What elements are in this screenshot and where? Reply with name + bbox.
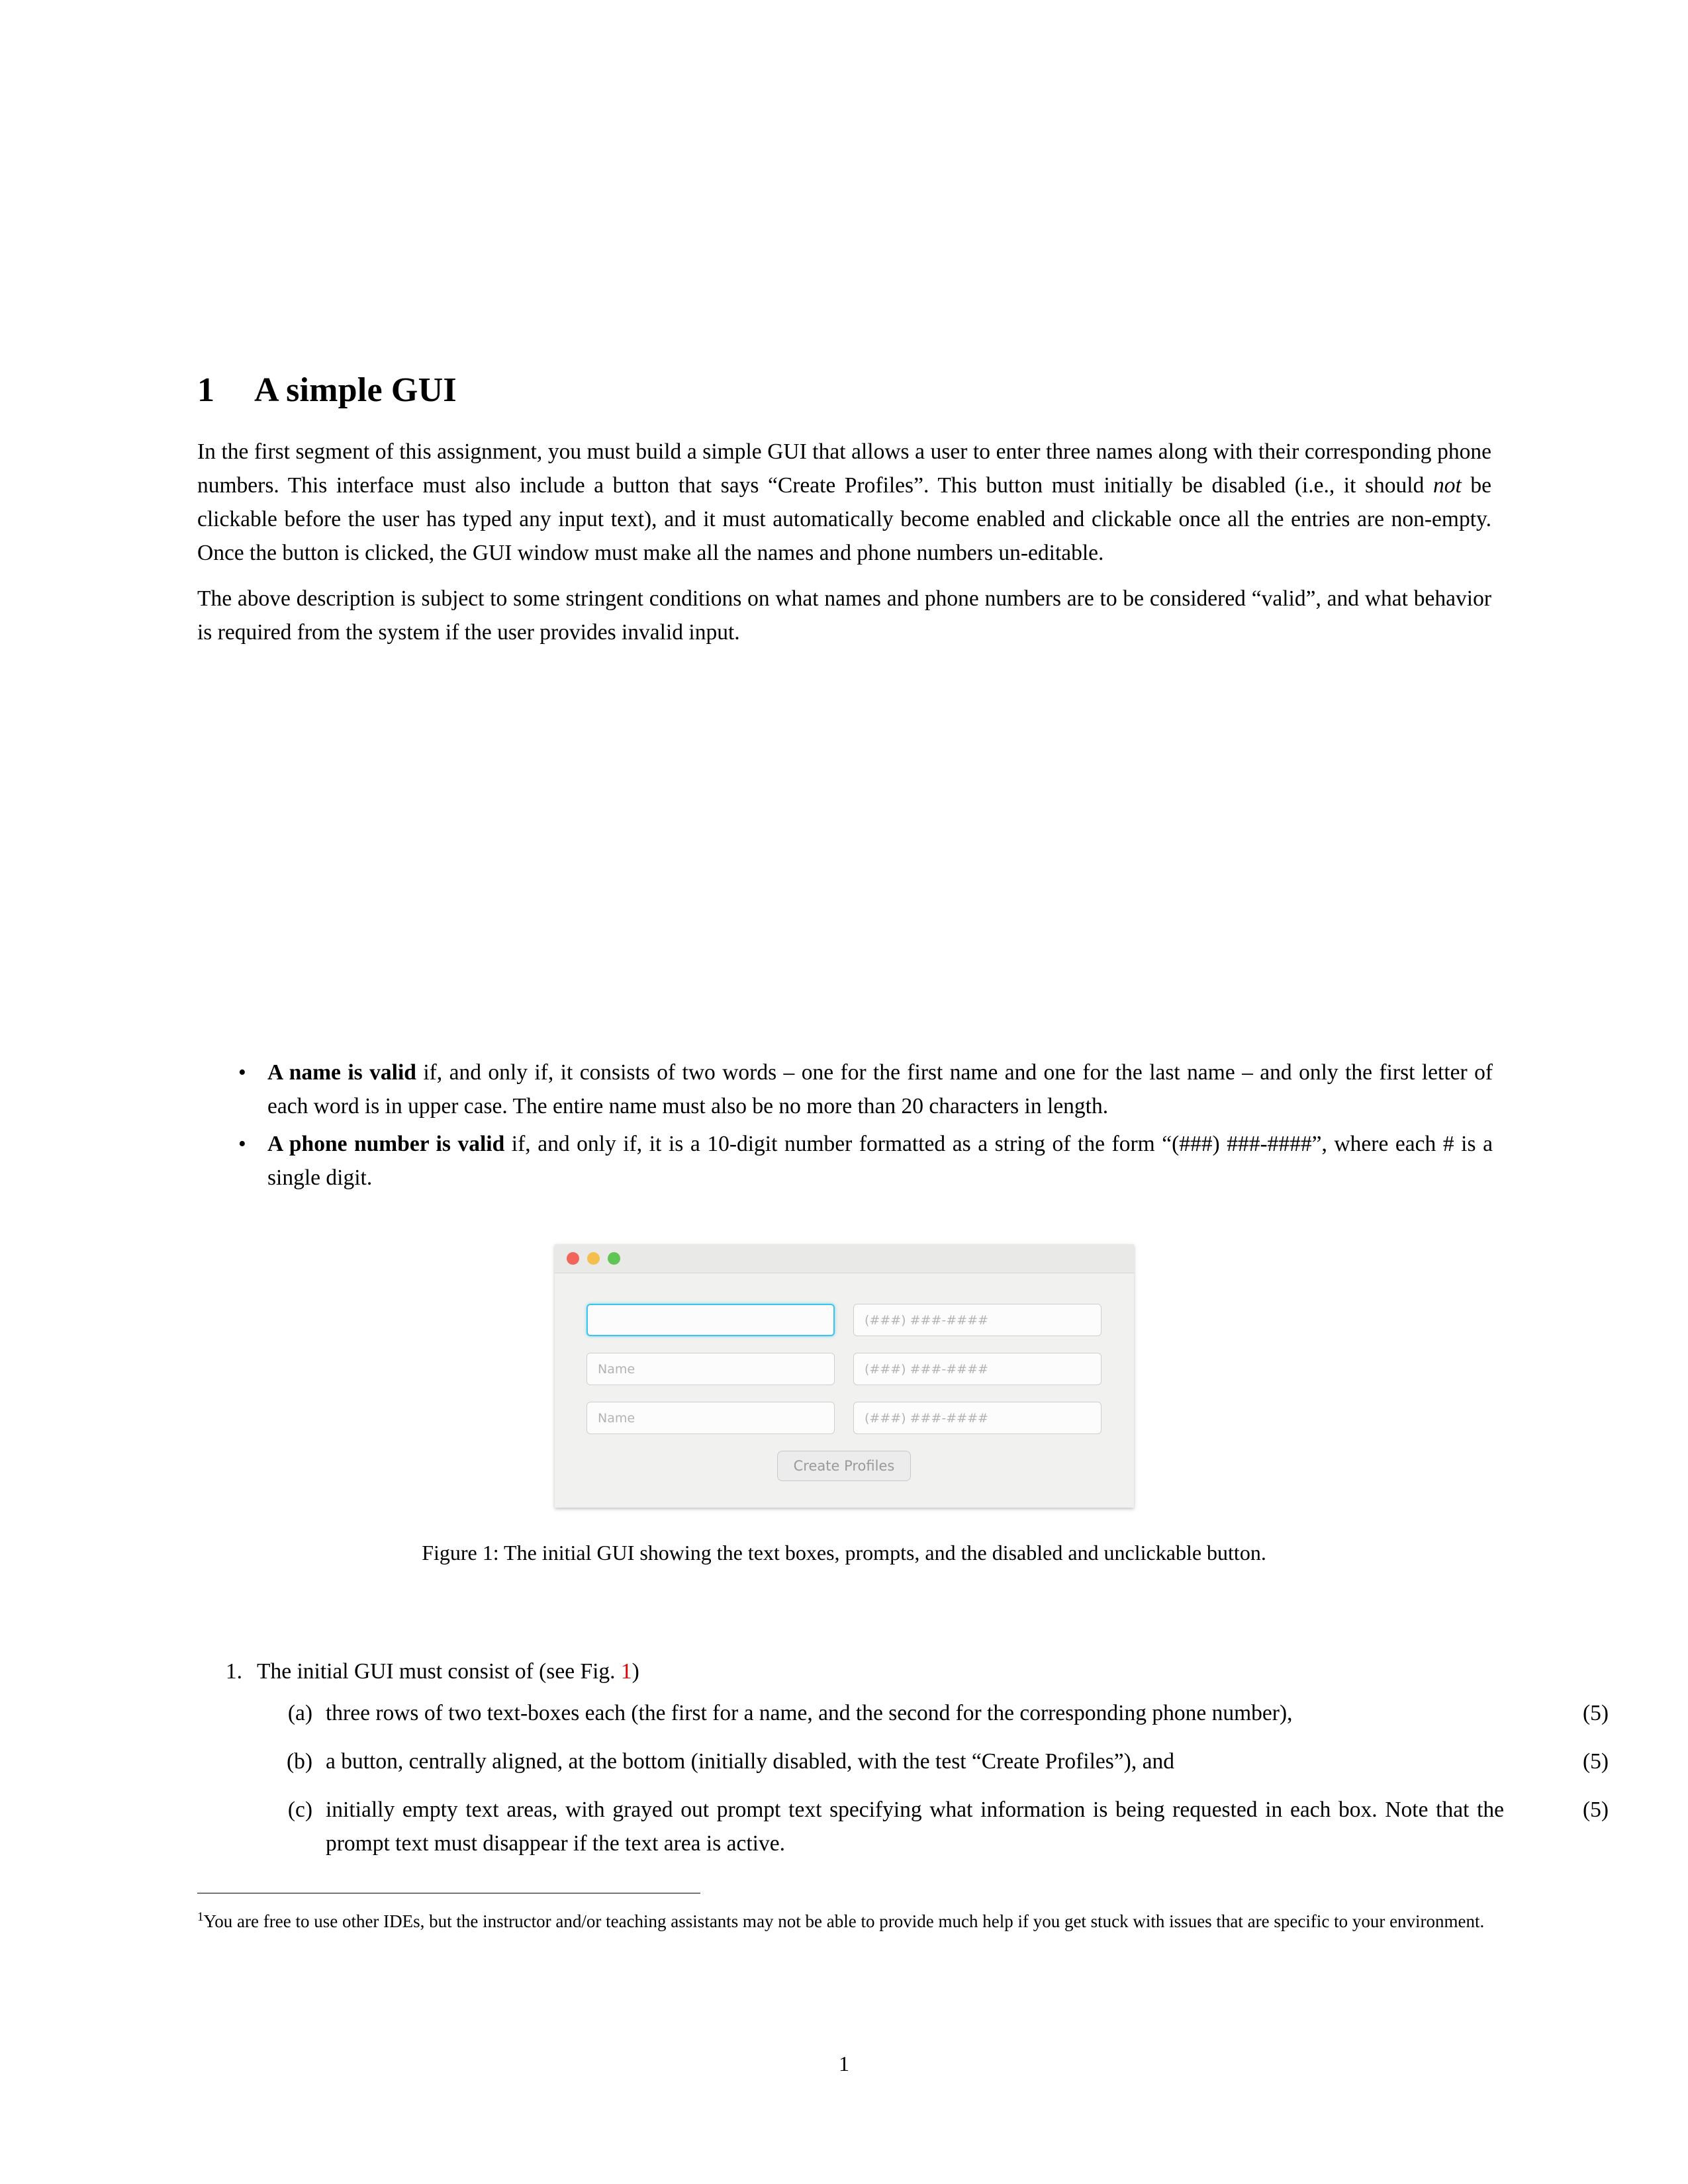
marks-badge: (5) [1582,1701,1609,1725]
bullet-body: if, and only if, it is a 10-digit number formatted as a string of the form “(###) ###-####”, where each # is a single digit. [267,1132,1493,1190]
enum-text-part2: ) [632,1659,639,1684]
list-item [205,1655,1529,1688]
paragraph-conditions: The above description is subject to some stringent conditions on what names and phone numbers are to be considered “valid”, and what behavior is required from the system if the user provides invalid input. [197,586,1491,645]
gui-row-3 [581,1402,1107,1434]
name-input-2[interactable]: Name [586,1353,835,1385]
section-title-text: A simple GUI [254,371,457,409]
close-dot-icon[interactable] [567,1252,579,1265]
enum-number: 1. [225,1659,242,1684]
footnote-body: You are free to use other IDEs, but the instructor and/or teaching assistants may not be able to provide much help if you get stuck with issues that are specific to your environment. [203,1911,1485,1931]
footnote [197,1893,1495,1934]
footnote-marker: 1 [197,1910,204,1924]
gui-row-2 [581,1353,1107,1385]
validity-bullet-list [238,1056,1493,1199]
zoom-dot-icon[interactable] [608,1252,620,1265]
bullet-marker: • [238,1060,246,1085]
gui-row-1 [581,1304,1107,1336]
section-number: 1 [197,371,215,409]
gui-form-area [555,1273,1134,1508]
bullet-content [267,1127,1493,1195]
subitem-text: initially empty text areas, with grayed out prompt text specifying what information is being requested in each box. Note that the prompt text must disappear if the text area is active. [326,1797,1504,1856]
marks-badge: (5) [1582,1797,1609,1822]
figure-caption-text: The initial GUI showing the text boxes, prompts, and the disabled and unclickable button. [498,1541,1266,1565]
paragraph-intro-part2: be clickable before the user has typed any input text), and it must automatically become enabled and clickable once all the entries are non-empty. Once the button is clicked, the GUI window must make all the names and phone numbers un-editable. [197,473,1492,565]
gui-button-row [581,1451,1107,1481]
bullet-marker: • [238,1132,246,1156]
paragraph-intro-part1: In the first segment of this assignment, you must build a simple GUI that allows a user to enter three names along with their corresponding phone numbers. This interface must also include a button that says “Create Profiles”. This button must initially be disabled (i.e., it should [197,439,1491,498]
gui-mockup-window [555,1244,1134,1508]
footnote-text [197,1904,1495,1934]
paragraph-intro [197,435,1491,570]
list-item [238,1127,1493,1195]
name-input-3[interactable]: Name [586,1402,835,1434]
bullet-content [267,1056,1493,1123]
subitem-label: (a) [287,1701,312,1725]
requirements-list [205,1655,1609,1875]
figure-1 [0,1244,1688,1565]
marks-badge: (5) [1582,1749,1609,1774]
figure-reference-link[interactable]: 1 [620,1659,632,1684]
page-number: 1 [839,2052,849,2075]
enum-text-part1: The initial GUI must consist of (see Fig. [257,1659,621,1684]
list-item [257,1793,1609,1860]
gui-titlebar [555,1244,1134,1273]
phone-input-2[interactable]: (###) ###-#### [853,1353,1102,1385]
minimize-dot-icon[interactable] [587,1252,600,1265]
name-input-1[interactable] [586,1304,835,1336]
bullet-body: if, and only if, it consists of two words – one for the first name and one for the last name – and only the first letter of each word is in upper case. The entire name must also be no more than 20 characters in length. [267,1060,1493,1118]
subitem-label: (c) [287,1797,312,1822]
list-item [257,1745,1609,1778]
bullet-lead-in: A name is valid [267,1060,416,1085]
bullet-lead-in: A phone number is valid [267,1132,505,1156]
figure-caption-label: Figure 1: [422,1541,499,1565]
phone-input-1[interactable]: (###) ###-#### [853,1304,1102,1336]
subitem-text: a button, centrally aligned, at the bottom (initially disabled, with the test “Create Profiles”), and [326,1749,1174,1774]
paragraph-intro-emphasis: not [1432,473,1462,498]
phone-input-3[interactable]: (###) ###-#### [853,1402,1102,1434]
create-profiles-button[interactable]: Create Profiles [777,1451,912,1481]
page-body [197,371,1491,656]
enum-text [257,1655,639,1688]
list-item [257,1696,1609,1730]
page-title [197,371,1491,410]
list-item [238,1056,1493,1123]
subitem-text: three rows of two text-boxes each (the first for a name, and the second for the corresponding phone number), [326,1701,1293,1725]
requirements-sublist [257,1696,1609,1860]
figure-caption [0,1541,1688,1565]
subitem-label: (b) [286,1749,312,1774]
